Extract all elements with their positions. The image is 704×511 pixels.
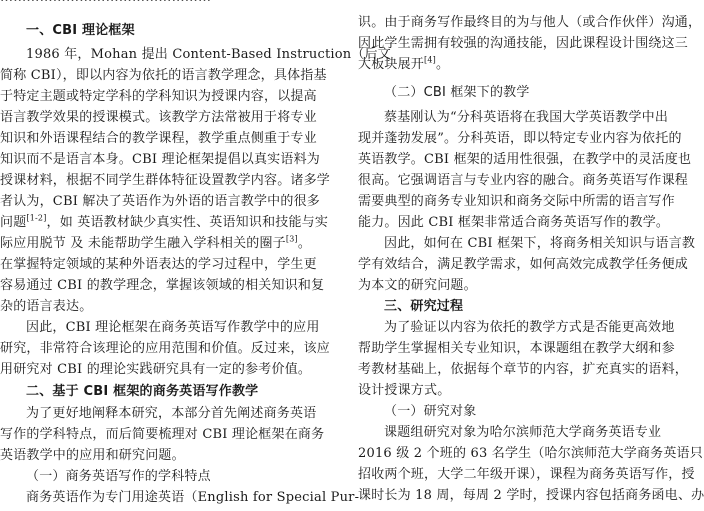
paragraph-line: 帮助学生掌握相关专业知识，本课题组在教学大纲和参 [358,341,675,356]
text-fragment: 。 [435,57,450,72]
top-cut-line [0,0,338,7]
paragraph-line: 需要典型的商务专业知识和商务交际中所需的语言写作 [358,194,675,209]
paragraph-line: 于特定主题或特定学科的学科知识为授课内容，以提高 [0,89,317,104]
paragraph-line: 在掌握特定领域的某种外语表达的学习过程中，学生更 [0,257,317,272]
paragraph-line-citation [0,235,338,253]
text-fragment: 际应用脱节 及 未能帮助学生融入学科相关的圈子 [0,236,286,251]
citation-marker: [1-2] [26,213,47,223]
text-fragment: 问题 [0,215,27,230]
paragraph-line: 英语教学中的应用和研究问题。 [0,448,185,463]
paragraph-line: 容易通过 CBI 的教学理念，掌握该领域的相关知识和复 [0,278,325,293]
paragraph-line: 简称 CBI），即以内容为依托的语言教学理念，具体指基 [0,68,327,83]
paragraph-line: 招收两个班，大学二年级开课），课程为商务英语写作，授 [358,467,695,482]
paragraph-line: 蔡基刚认为“分科英语将在我国大学英语教学中出 [384,110,669,125]
paragraph-line: 研究，非常符合该理论的应用范围和价值。反过来，该应 [0,341,331,356]
paragraph-line: 为了验证以内容为依托的教学方式是否能更高效地 [384,320,675,335]
paragraph-line: 很高。它强调语言与专业内容的融合。商务英语写作课程 [358,173,689,188]
paragraph-line: 因此，如何在 CBI 框架下，将商务相关知识与语言教 [384,236,696,251]
paragraph-line: 现并蓬勃发展”。分科英语，即以特定专业内容为依托的 [358,131,682,146]
paragraph-line: 识。由于商务写作最终目的为与他人（或合作伙伴）沟通， [358,15,702,30]
paragraph-line: 为本文的研究问题。 [358,278,477,293]
text-fragment: ，如 英语教材缺少真实性、英语知识和技能与实 [46,215,329,230]
paragraph-line: 杂的语言表达。 [0,299,93,314]
paragraph-line: 写作的学科特点，而后简要梳理对 CBI 理论框架在商务 [0,427,325,442]
paragraph-line: 课题组研究对象为哈尔滨师范大学商务英语专业 [384,425,662,440]
paragraph-line: 设计授课方式。 [358,383,451,398]
paragraph-line: 2016 级 2 个班的 63 名学生（哈尔滨师范大学商务英语只 [358,446,703,461]
paragraph-line: 考教材基础上，依据每个章节的内容，扩充真实的语料， [358,362,689,377]
paragraph-line: 知识和外语课程结合的教学课程，教学重点侧重于专业 [0,131,317,146]
paragraph-line: 语言教学效果的授课模式。该教学方法常被用于将专业 [0,110,317,125]
heading-cbi-framework: 一、CBI 理论框架 [26,23,135,38]
paragraph-line: 商务英语作为专门用途英语（English for Special Pur- [26,490,360,505]
paragraph-line: 学有效结合，满足教学需求，如何高效完成教学任务便成 [358,257,689,272]
heading-cbi-business-writing: 二、基于 CBI 框架的商务英语写作教学 [26,384,259,399]
paragraph-line: 为了更好地阐释本研究，本部分首先阐述商务英语 [26,406,317,421]
subheading-research-subjects: （一）研究对象 [384,404,477,419]
subheading-cbi-teaching: （二）CBI 框架下的教学 [384,85,530,100]
text-fragment: 大板块展开 [358,57,425,72]
paragraph-line: 授课材料，根据不同学生群体特征设置教学内容。诸多学 [0,173,331,188]
paragraph-line-citation [358,56,696,74]
paragraph-line: 因此，CBI 理论框架在商务英语写作教学中的应用 [26,320,320,335]
paragraph-line: 1986 年，Mohan 提出 Content-Based Instruction（后文 [26,47,391,62]
paragraph-line: 能力。因此 CBI 框架非常适合商务英语写作的教学。 [358,215,670,230]
paragraph-line: 因此学生需拥有较强的沟通技能，因此课程设计围绕这三 [358,36,689,51]
paragraph-line-citation [0,214,338,232]
subheading-discipline-features: （一）商务英语写作的学科特点 [26,469,211,484]
heading-research-process: 三、研究过程 [384,299,464,314]
citation-marker: [3] [285,234,298,244]
paragraph-line: 者认为，CBI 解决了英语作为外语的语言教学中的很多 [0,194,320,209]
citation-marker: [4] [424,55,436,65]
paragraph-line: 用研究对 CBI 的理论实践研究具有一定的参考价值。 [0,362,312,377]
paragraph-line: 课时长为 18 周，每周 2 学时，授课内容包括商务函电、办 [358,488,704,503]
paragraph-line: 知识而不是语言本身。CBI 理论框架提倡以真实语料为 [0,152,320,167]
text-fragment: 。 [297,236,312,251]
paragraph-line: 英语教学。CBI 框架的适用性很强，在教学中的灵活度也 [358,152,692,167]
